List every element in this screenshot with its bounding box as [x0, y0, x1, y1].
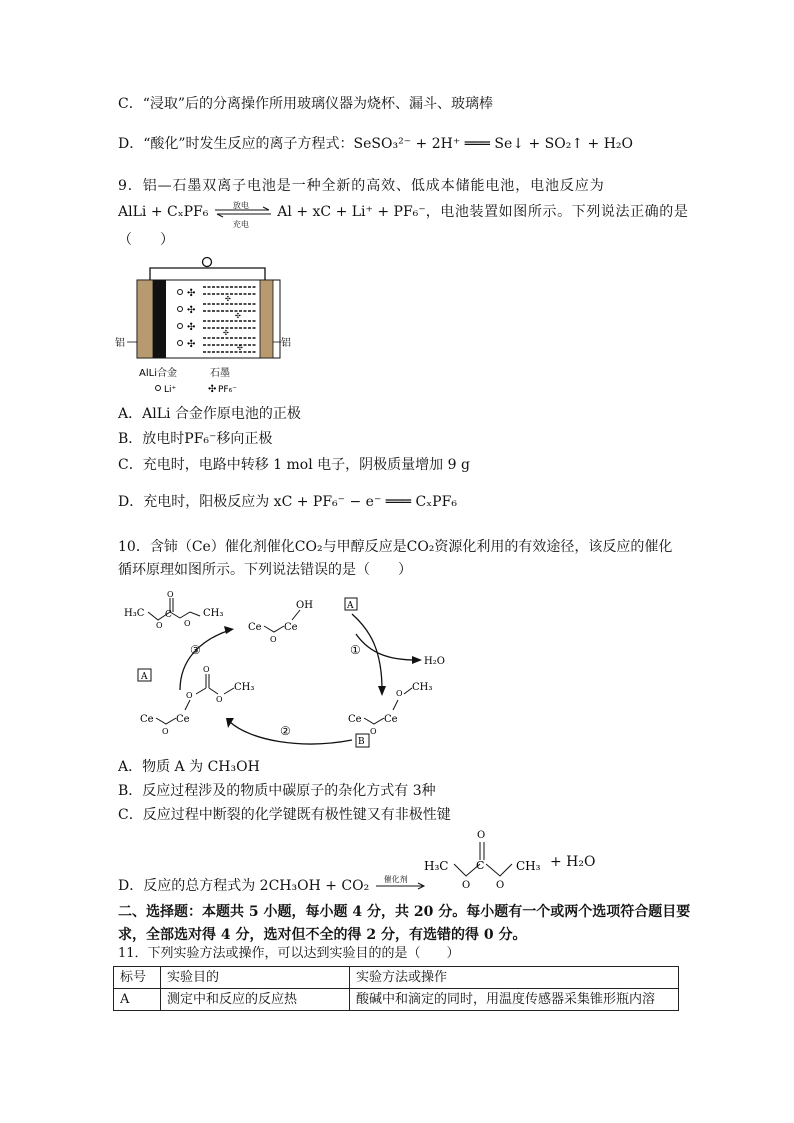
svg-text:✣: ✣	[187, 339, 196, 350]
header-method: 实验方法或操作	[350, 967, 679, 989]
q9-stem-line2	[118, 201, 689, 229]
svg-text:C: C	[476, 859, 485, 872]
q11-stem: 11．下列实验方法或操作，可以达到实验目的的是（ ）	[118, 946, 460, 961]
q9-option-d: D．充电时，阳极反应为 xC + PF₆⁻ − e⁻ ═══ CₓPF₆	[118, 494, 457, 510]
q9-eq-left: AlLi + CₓPF₆	[118, 204, 209, 220]
q10-option-d-text: D．反应的总方程式为 2CH₃OH + CO₂	[118, 878, 370, 894]
label-graphite: 石墨	[210, 368, 230, 379]
svg-text:Ce: Ce	[176, 714, 190, 725]
q10-stem-line2: 循环原理如图所示。下列说法错误的是（ ）	[118, 562, 412, 578]
svg-text:✣: ✣	[225, 295, 231, 303]
svg-text:O: O	[186, 691, 193, 700]
svg-text:✣: ✣	[187, 305, 196, 316]
ce-methoxy-intermediate	[348, 682, 432, 736]
q9-reversible-arrow	[213, 201, 273, 229]
q10-option-b: B．反应过程涉及的物质中碳原子的杂化方式有 3种	[118, 783, 436, 799]
svg-text:✣: ✣	[187, 288, 196, 299]
step2-label: ②	[280, 724, 291, 738]
svg-text:C: C	[165, 610, 172, 620]
svg-text:✣: ✣	[187, 322, 196, 333]
svg-text:Ce: Ce	[140, 714, 154, 725]
section2-heading-line1: 二、选择题：本题共 5 小题，每小题 4 分，共 20 分。每小题有一个或两个选项符合题目要	[118, 904, 691, 920]
catalytic-cycle-diagram	[120, 590, 450, 750]
svg-text:H₃C: H₃C	[124, 608, 145, 619]
svg-text:✣: ✣	[208, 384, 217, 395]
svg-text:✣: ✣	[223, 329, 229, 337]
svg-text:Ce: Ce	[284, 622, 298, 633]
row-a-label: A	[114, 989, 161, 1011]
q10-stem-line1: 10．含铈（Ce）催化剂催化CO₂与甲醇反应是CO₂资源化利用的有效途径，该反应的催化	[118, 539, 673, 555]
header-purpose: 实验目的	[161, 967, 350, 989]
svg-text:O: O	[162, 727, 169, 736]
box-a-top-label: A	[347, 601, 354, 611]
arrow-h2o	[356, 634, 416, 660]
option-d-prev-text: D．“酸化”时发生反应的离子方程式：	[118, 136, 354, 152]
svg-text:OH: OH	[296, 600, 313, 611]
svg-text:Ce: Ce	[248, 622, 262, 633]
q9-arrow-top-label: 放电	[232, 201, 249, 210]
label-aluminium-left: 铝	[115, 338, 125, 349]
arrow-step3	[180, 630, 230, 690]
header-label: 标号	[114, 967, 161, 989]
legend-pf6: PF₆⁻	[218, 385, 237, 395]
svg-text:O: O	[270, 635, 277, 644]
row-a-purpose: 测定中和反应的反应热	[161, 989, 350, 1011]
option-d-prev	[118, 134, 633, 154]
svg-text:CH₃: CH₃	[234, 682, 255, 693]
aluminium-electrode-right	[260, 280, 273, 358]
catalyst-label: 催化剂	[383, 875, 408, 884]
ion-column	[178, 288, 196, 350]
battery-diagram	[115, 254, 315, 404]
q9-option-b: B．放电时PF₆⁻移向正极	[118, 431, 273, 447]
dimethyl-carbonate-structure	[124, 590, 223, 630]
q9-option-a: A．AlLi 合金作原电池的正极	[118, 406, 301, 422]
legend-li: Li⁺	[164, 385, 177, 395]
section2-heading-line2: 求，全部选对得 4 分，选对但不全的得 2 分，有选错的得 0 分。	[118, 927, 527, 943]
option-d-prev-equation: SeSO₃²⁻ + 2H⁺ ═══ Se↓ + SO₂↑ + H₂O	[353, 136, 634, 152]
q10-option-d	[118, 876, 428, 896]
step1-label: ①	[350, 643, 361, 657]
table-header-row	[114, 967, 679, 989]
q9-stem-line1: 9．铝—石墨双离子电池是一种全新的高效、低成本储能电池，电池反应为	[118, 178, 605, 194]
svg-text:O: O	[184, 619, 191, 628]
step3-label: ③	[190, 643, 201, 657]
q10-option-c: C．反应过程中断裂的化学键既有极性键又有非极性键	[118, 807, 451, 823]
svg-text:CH₃: CH₃	[516, 859, 541, 873]
label-aluminium-right: 铝	[281, 338, 291, 349]
option-c-prev: C．“浸取”后的分离操作所用玻璃仪器为烧杯、漏斗、玻璃棒	[118, 96, 494, 112]
svg-text:H₃C: H₃C	[424, 859, 449, 873]
svg-text:Ce: Ce	[384, 714, 398, 725]
q11-table	[113, 966, 679, 1011]
svg-text:O: O	[216, 695, 223, 704]
arrow-step2	[230, 722, 352, 744]
svg-text:CH₃: CH₃	[203, 608, 224, 619]
svg-text:O: O	[156, 621, 163, 630]
svg-text:O: O	[477, 830, 486, 841]
svg-text:O: O	[370, 727, 377, 736]
svg-text:✣: ✣	[235, 312, 241, 320]
q9-answer-paren: （ ）	[118, 232, 174, 248]
svg-text:O: O	[167, 590, 174, 599]
table-row	[114, 989, 679, 1011]
q9-eq-right: Al + xC + Li⁺ + PF₆⁻	[277, 204, 426, 220]
row-a-method: 酸碱中和滴定的同时，用温度传感器采集锥形瓶内溶	[350, 989, 679, 1011]
ce-hydroxy-intermediate	[248, 600, 313, 644]
product-dimethyl-carbonate	[420, 826, 550, 896]
q9-arrow-bottom-label: 充电	[232, 220, 249, 229]
q9-stem-tail: ，电池装置如图所示。下列说法正确的是	[425, 204, 689, 220]
ce-carbonate-intermediate	[140, 665, 254, 736]
bulb-icon	[203, 258, 212, 267]
q10-option-d-tail: + H₂O	[550, 854, 596, 870]
label-h2o: H₂O	[424, 656, 445, 667]
alli-alloy-layer	[153, 280, 166, 358]
svg-text:O: O	[462, 880, 471, 891]
box-b-label: B	[358, 737, 365, 747]
q9-option-c: C．充电时，电路中转移 1 mol 电子，阴极质量增加 9 g	[118, 457, 470, 473]
q10-option-a: A．物质 A 为 CH₃OH	[118, 759, 260, 775]
svg-text:O: O	[203, 665, 210, 674]
svg-text:CH₃: CH₃	[412, 682, 433, 693]
svg-text:✣: ✣	[237, 344, 243, 352]
svg-text:Ce: Ce	[348, 714, 362, 725]
aluminium-electrode-left	[137, 280, 153, 358]
box-a-left-label: A	[141, 672, 148, 682]
svg-text:O: O	[496, 880, 505, 891]
label-alli-alloy: AlLi合金	[139, 368, 177, 379]
svg-text:O: O	[396, 689, 403, 698]
